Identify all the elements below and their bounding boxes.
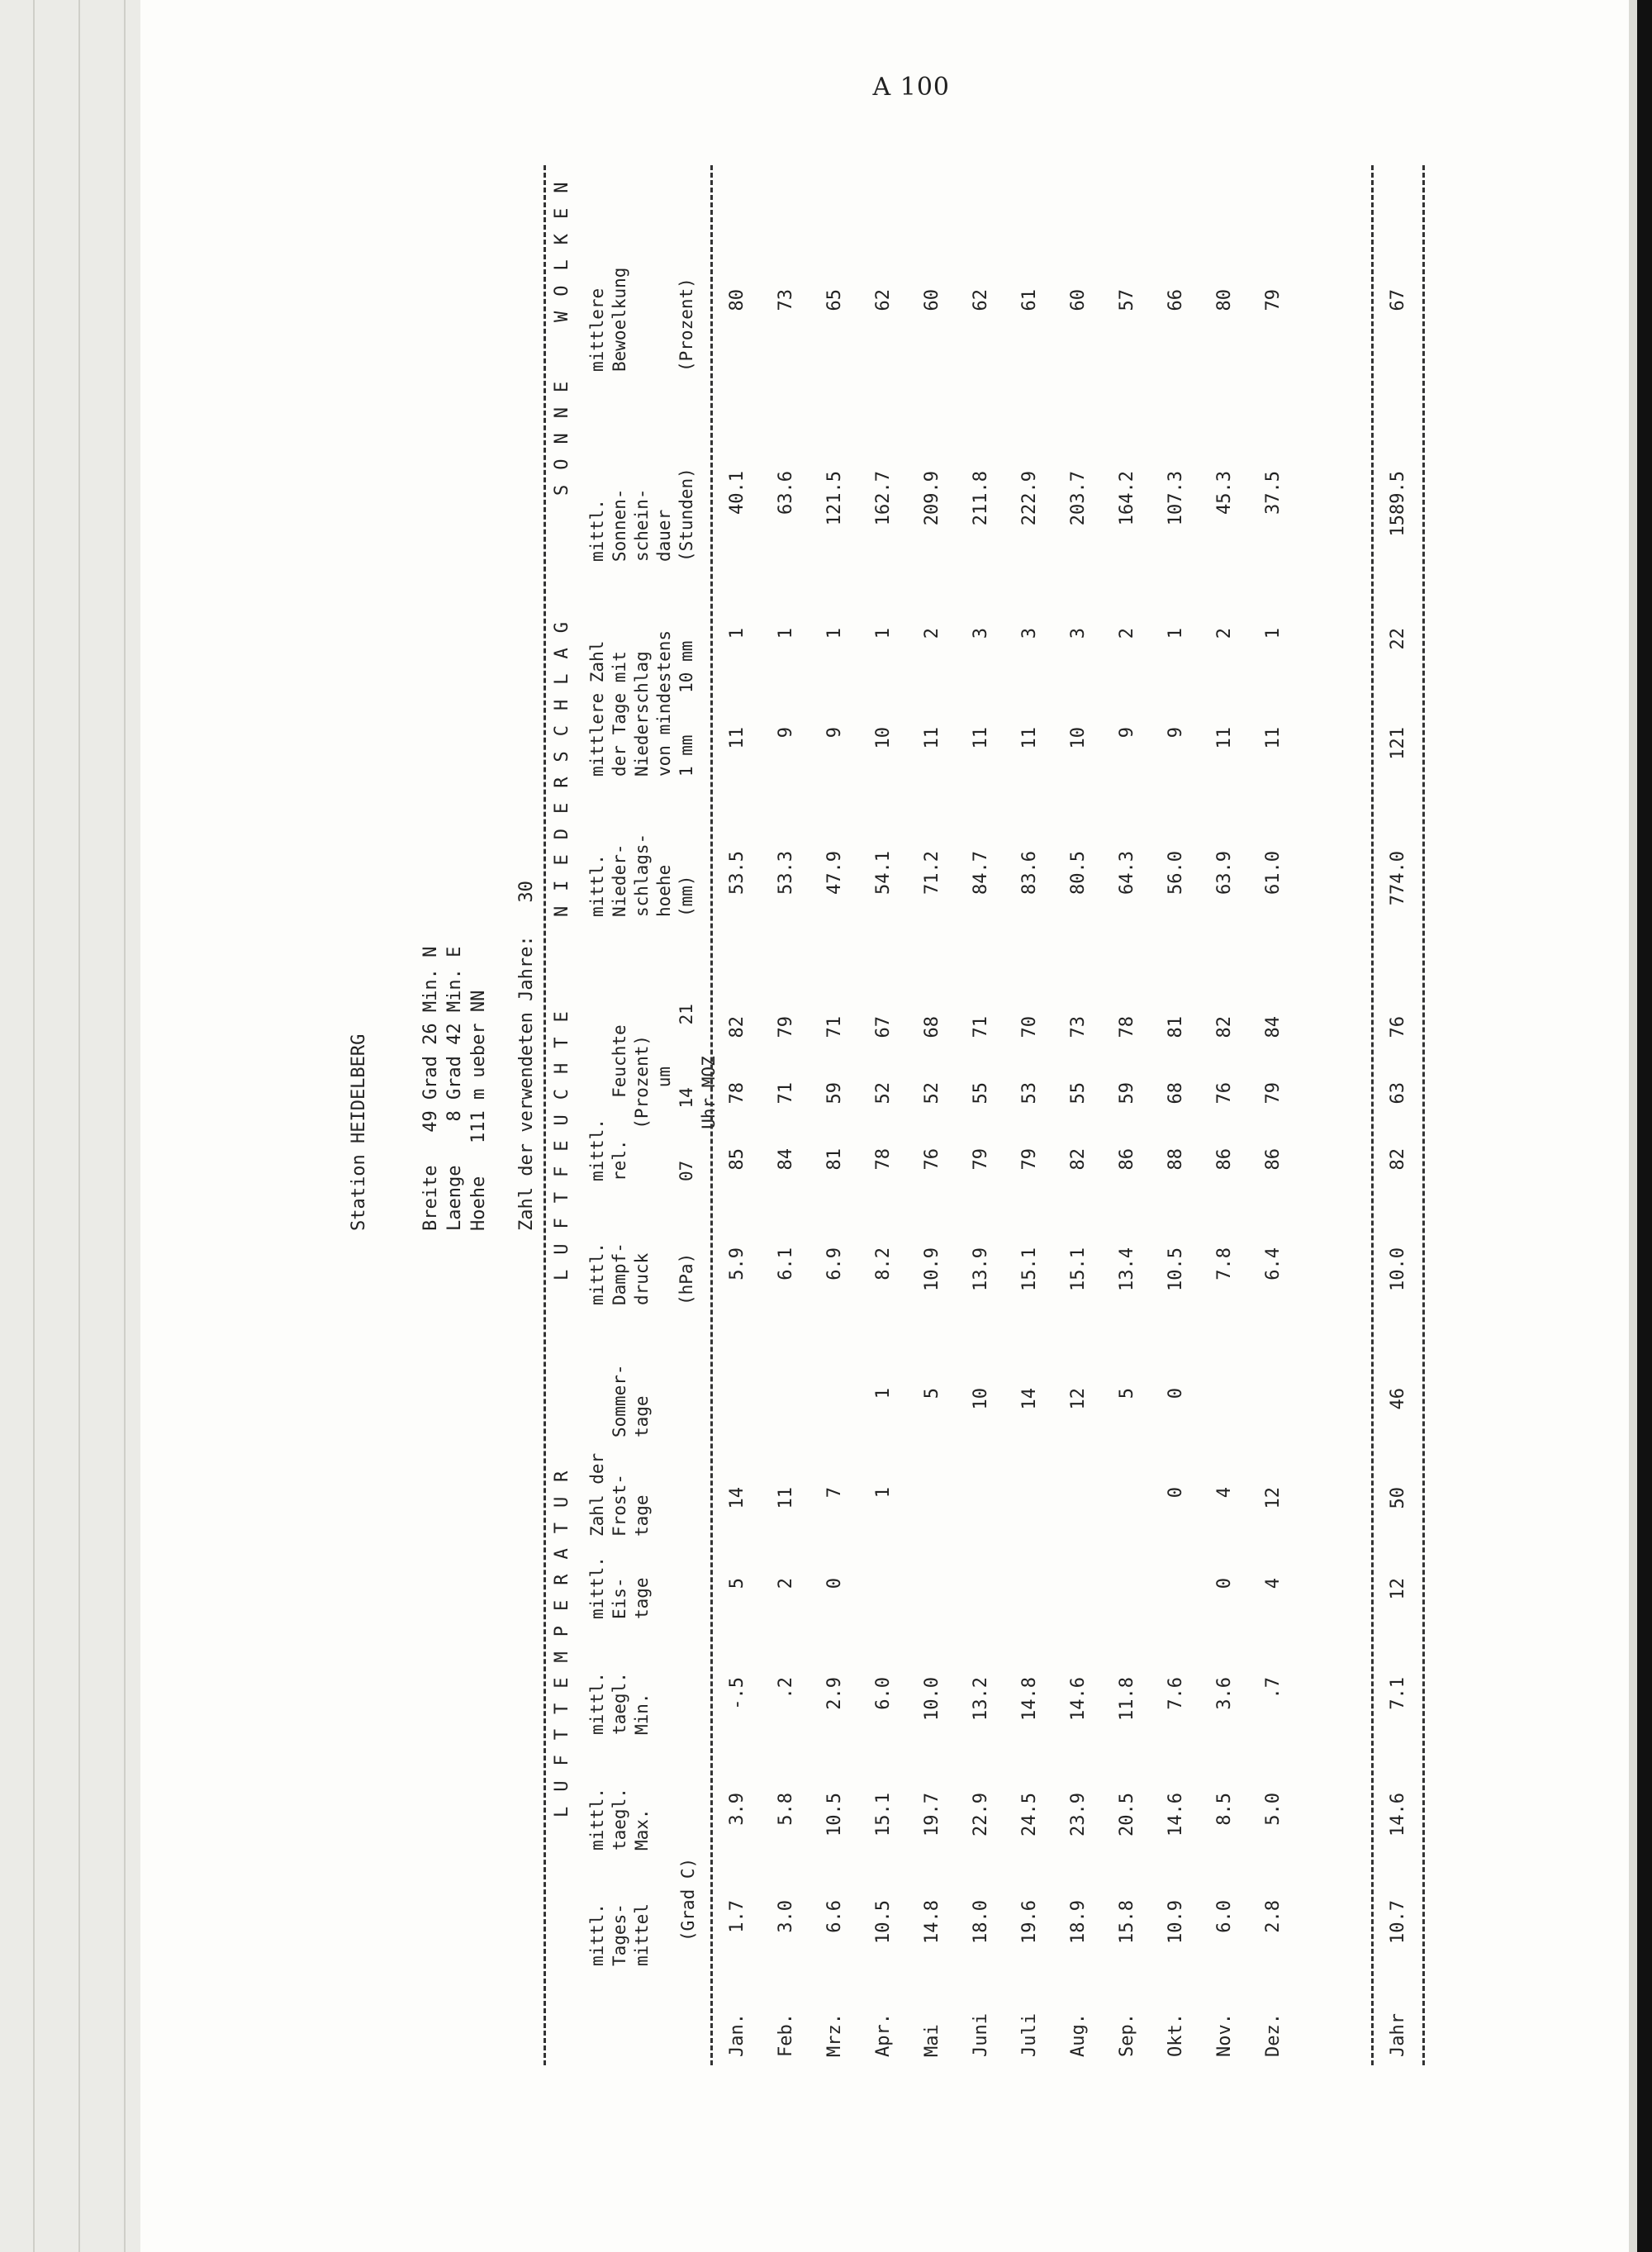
header-bewoelkung: mittlere Bewoelkung (Prozent) [587,267,696,372]
station-hoehe: Hoehe 111 m ueber NN [468,990,489,1231]
month-label: Juli [1019,2013,1040,2057]
cell-f07: 78 [873,1148,894,1171]
cell-mn: 10.0 [922,1677,942,1721]
table-row [1068,165,1093,2065]
cell-frost: 11 [776,1487,796,1509]
cell-mx: 22.9 [971,1793,991,1836]
cell-dd: 15.1 [1068,1247,1089,1291]
cell-mx: 14.6 [1388,1793,1408,1836]
cell-nh: 53.5 [727,851,748,895]
cell-f07: 86 [1117,1148,1137,1171]
cell-nh: 47.9 [824,851,845,895]
header-niederschlagshoehe: mittl. Nieder- schlags- hoehe (mm) [587,833,696,917]
cell-f07: 84 [776,1148,796,1171]
cell-mn: -.5 [727,1677,748,1710]
station-laenge: Laenge 8 Grad 42 Min. E [444,946,465,1231]
cell-so: 37.5 [1263,471,1284,515]
cell-frost: 12 [1263,1487,1284,1509]
cell-mx: 10.5 [824,1793,845,1836]
cell-wo: 65 [824,289,845,311]
page-edge-line [33,0,35,2252]
cell-f21: 84 [1263,1016,1284,1038]
cell-n10: 2 [1214,628,1235,639]
cell-f14: 63 [1388,1082,1408,1105]
cell-f07: 86 [1214,1148,1235,1171]
page-edge-line [124,0,126,2252]
header-niederschlagstage: mittlere Zahl der Tage mit Niederschlag von mindestens 1 mm 10 mm [587,630,696,777]
header-dampfdruck: mittl. Dampf- druck (hPa) [587,1242,696,1305]
cell-wo: 66 [1165,289,1186,311]
cell-n1: 9 [1165,727,1186,739]
cell-wo: 67 [1388,289,1408,311]
page-border [1637,0,1652,2252]
cell-n1: 11 [1263,727,1284,749]
cell-som: 10 [971,1388,991,1410]
table-row [922,165,947,2065]
cell-mn: 7.1 [1388,1677,1408,1710]
cell-dd: 10.0 [1388,1247,1408,1291]
month-label: Jan. [727,2013,748,2057]
cell-t: 2.8 [1263,1900,1284,1933]
header-feuchte: mittl. rel. Feuchte (Prozent) um 07 14 21 Uhr MOZ [587,1004,719,1181]
cell-eis: 2 [776,1578,796,1589]
cell-eis: 0 [1214,1578,1235,1589]
cell-t: 18.0 [971,1900,991,1944]
cell-f21: 79 [776,1016,796,1038]
cell-t: 18.9 [1068,1900,1089,1944]
cell-nh: 54.1 [873,851,894,895]
table-row [1117,165,1142,2065]
cell-so: 45.3 [1214,471,1235,515]
cell-wo: 61 [1019,289,1040,311]
cell-frost: 0 [1165,1487,1186,1499]
cell-n1: 10 [1068,727,1089,749]
header-max: mittl. taegl. Max. [587,1788,652,1851]
cell-n1: 11 [971,727,991,749]
cell-n10: 2 [922,628,942,639]
table-bottom-rule [1422,165,1425,2065]
cell-so: 107.3 [1165,471,1186,526]
cell-frost: 50 [1388,1487,1408,1509]
cell-n1: 9 [824,727,845,739]
cell-f14: 59 [824,1082,845,1105]
page-shadow [1629,0,1637,2252]
cell-dd: 6.4 [1263,1247,1284,1280]
cell-f14: 55 [1068,1082,1089,1105]
cell-n10: 1 [776,628,796,639]
cell-mn: .2 [776,1677,796,1699]
header-sommertage: Sommer- tage [610,1364,652,1437]
month-label: Feb. [776,2013,796,2057]
table-row [1214,165,1239,2065]
cell-dd: 8.2 [873,1247,894,1280]
month-label: Dez. [1263,2013,1284,2057]
cell-f07: 79 [1019,1148,1040,1171]
table-row [1165,165,1190,2065]
cell-f14: 68 [1165,1082,1186,1105]
cell-eis: 4 [1263,1578,1284,1589]
cell-f14: 55 [971,1082,991,1105]
cell-nh: 56.0 [1165,851,1186,895]
cell-n1: 11 [922,727,942,749]
month-label: Mai [922,2024,942,2057]
cell-mn: 14.6 [1068,1677,1089,1721]
cell-n10: 1 [1263,628,1284,639]
cell-nh: 63.9 [1214,851,1235,895]
cell-mx: 15.1 [873,1793,894,1836]
cell-nh: 71.2 [922,851,942,895]
cell-so: 209.9 [922,471,942,526]
cell-n10: 1 [727,628,748,639]
cell-f07: 82 [1388,1148,1408,1171]
header-tagesmittel: mittl. Tages- mittel [587,1903,652,1966]
cell-frost: 4 [1214,1487,1235,1499]
cell-mx: 24.5 [1019,1793,1040,1836]
cell-f21: 76 [1388,1016,1408,1038]
cell-wo: 57 [1117,289,1137,311]
month-label: Mrz. [824,2013,845,2057]
cell-f21: 78 [1117,1016,1137,1038]
station-breite: Breite 49 Grad 26 Min. N [420,946,441,1231]
cell-mn: 2.9 [824,1677,845,1710]
header-eistage: mittl. Eis- tage [587,1556,652,1619]
group-sonne: SONNE [552,366,572,496]
cell-t: 10.5 [873,1900,894,1944]
cell-som: 0 [1165,1388,1186,1399]
cell-dd: 10.5 [1165,1247,1186,1291]
cell-t: 10.7 [1388,1900,1408,1944]
cell-n10: 3 [1068,628,1089,639]
cell-n10: 3 [971,628,991,639]
cell-so: 40.1 [727,471,748,515]
header-bottom-rule [710,165,713,2065]
cell-n10: 3 [1019,628,1040,639]
cell-t: 6.6 [824,1900,845,1933]
cell-dd: 13.4 [1117,1247,1137,1291]
cell-wo: 60 [922,289,942,311]
cell-f07: 79 [971,1148,991,1171]
cell-nh: 774.0 [1388,851,1408,906]
cell-f07: 85 [727,1148,748,1171]
cell-f07: 86 [1263,1148,1284,1171]
climate-table [347,165,1421,2065]
header-top-rule [544,165,546,2065]
cell-mx: 8.5 [1214,1793,1235,1826]
page-edge-line [78,0,80,2252]
jahr-row [1388,165,1412,2065]
cell-n1: 121 [1388,727,1408,760]
cell-t: 10.9 [1165,1900,1186,1944]
cell-wo: 62 [971,289,991,311]
cell-wo: 79 [1263,289,1284,311]
cell-som: 46 [1388,1388,1408,1410]
cell-n1: 11 [1019,727,1040,749]
cell-nh: 53.3 [776,851,796,895]
cell-dd: 5.9 [727,1247,748,1280]
cell-frost: 1 [873,1487,894,1499]
cell-nh: 64.3 [1117,851,1137,895]
header-temp-unit: (Grad C) [678,1857,698,1941]
cell-f14: 79 [1263,1082,1284,1105]
cell-f21: 82 [1214,1016,1235,1038]
cell-n10: 2 [1117,628,1137,639]
cell-so: 211.8 [971,471,991,526]
cell-f21: 81 [1165,1016,1186,1038]
station-years: Zahl der verwendeten Jahre: 30 [516,881,537,1231]
table-row [727,165,752,2065]
cell-wo: 62 [873,289,894,311]
cell-t: 1.7 [727,1900,748,1933]
cell-f14: 52 [873,1082,894,1105]
cell-f07: 76 [922,1148,942,1171]
cell-f14: 78 [727,1082,748,1105]
cell-dd: 6.1 [776,1247,796,1280]
cell-mx: 5.0 [1263,1793,1284,1826]
group-luftfeuchte: LUFTFEUCHTE [552,996,572,1280]
table-row [971,165,995,2065]
cell-mn: 6.0 [873,1677,894,1710]
cell-som: 12 [1068,1388,1089,1410]
cell-mn: 3.6 [1214,1677,1235,1710]
cell-mx: 5.8 [776,1793,796,1826]
cell-f21: 71 [824,1016,845,1038]
table-row [824,165,849,2065]
cell-mn: .7 [1263,1677,1284,1699]
station-info [347,881,539,1231]
cell-t: 15.8 [1117,1900,1137,1944]
cell-eis: 5 [727,1578,748,1589]
cell-dd: 10.9 [922,1247,942,1291]
month-label: Juni [971,2013,991,2057]
header-min: mittl. taegl. Min. [587,1672,652,1735]
cell-f14: 53 [1019,1082,1040,1105]
cell-frost: 7 [824,1487,845,1499]
month-label: Jahr [1388,2013,1408,2057]
cell-n1: 9 [776,727,796,739]
table-row [776,165,800,2065]
cell-f21: 71 [971,1016,991,1038]
month-label: Sep. [1117,2013,1137,2057]
cell-so: 222.9 [1019,471,1040,526]
cell-n10: 1 [824,628,845,639]
month-label: Aug. [1068,2013,1089,2057]
cell-dd: 6.9 [824,1247,845,1280]
page-edge [0,0,140,2252]
cell-nh: 83.6 [1019,851,1040,895]
cell-f14: 52 [922,1082,942,1105]
cell-mx: 14.6 [1165,1793,1186,1836]
month-label: Apr. [873,2013,894,2057]
cell-f14: 71 [776,1082,796,1105]
cell-n10: 1 [873,628,894,639]
cell-f07: 88 [1165,1148,1186,1171]
cell-som: 5 [1117,1388,1137,1399]
group-lufttemperatur: LUFTTEMPERATUR [552,1456,572,1817]
jahr-top-rule [1371,165,1374,2065]
cell-f14: 76 [1214,1082,1235,1105]
cell-mx: 3.9 [727,1793,748,1826]
cell-f07: 82 [1068,1148,1089,1171]
cell-nh: 80.5 [1068,851,1089,895]
cell-wo: 80 [1214,289,1235,311]
station-title: Station HEIDELBERG [349,1033,369,1231]
cell-t: 19.6 [1019,1900,1040,1944]
cell-so: 1589.5 [1388,471,1408,537]
cell-f21: 68 [922,1016,942,1038]
cell-mx: 23.9 [1068,1793,1089,1836]
cell-wo: 60 [1068,289,1089,311]
cell-wo: 80 [727,289,748,311]
header-frosttage: Zahl der Frost- tage [587,1452,652,1537]
table-row [1263,165,1288,2065]
month-label: Nov. [1214,2013,1235,2057]
cell-t: 14.8 [922,1900,942,1944]
month-label: Okt. [1165,2013,1186,2057]
cell-so: 162.7 [873,471,894,526]
cell-f21: 70 [1019,1016,1040,1038]
cell-mn: 14.8 [1019,1677,1040,1721]
cell-f21: 82 [727,1016,748,1038]
cell-n1: 11 [1214,727,1235,749]
cell-frost: 14 [727,1487,748,1509]
cell-wo: 73 [776,289,796,311]
cell-mn: 13.2 [971,1677,991,1721]
cell-f07: 81 [824,1148,845,1171]
cell-dd: 15.1 [1019,1247,1040,1291]
cell-n1: 9 [1117,727,1137,739]
group-niederschlag: NIEDERSCHLAG [552,607,572,917]
cell-nh: 61.0 [1263,851,1284,895]
cell-mn: 11.8 [1117,1677,1137,1721]
cell-t: 6.0 [1214,1900,1235,1933]
cell-n10: 1 [1165,628,1186,639]
cell-f21: 67 [873,1016,894,1038]
cell-so: 121.5 [824,471,845,526]
cell-mx: 20.5 [1117,1793,1137,1836]
cell-f14: 59 [1117,1082,1137,1105]
cell-n1: 10 [873,727,894,749]
cell-t: 3.0 [776,1900,796,1933]
page-number: A 100 [872,73,950,102]
cell-som: 14 [1019,1388,1040,1410]
cell-n1: 11 [727,727,748,749]
cell-eis: 12 [1388,1578,1408,1600]
cell-f21: 73 [1068,1016,1089,1038]
cell-som: 1 [873,1388,894,1399]
cell-n10: 22 [1388,628,1408,650]
cell-mx: 19.7 [922,1793,942,1836]
cell-dd: 7.8 [1214,1247,1235,1280]
header-sonnenschein: mittl. Sonnen- schein- dauer (Stunden) [587,468,696,562]
cell-mn: 7.6 [1165,1677,1186,1710]
cell-dd: 13.9 [971,1247,991,1291]
group-wolken: WOLKEN [552,167,572,322]
cell-so: 164.2 [1117,471,1137,526]
table-row [873,165,898,2065]
cell-so: 63.6 [776,471,796,515]
cell-eis: 0 [824,1578,845,1589]
table-row [1019,165,1044,2065]
cell-som: 5 [922,1388,942,1399]
cell-nh: 84.7 [971,851,991,895]
cell-so: 203.7 [1068,471,1089,526]
